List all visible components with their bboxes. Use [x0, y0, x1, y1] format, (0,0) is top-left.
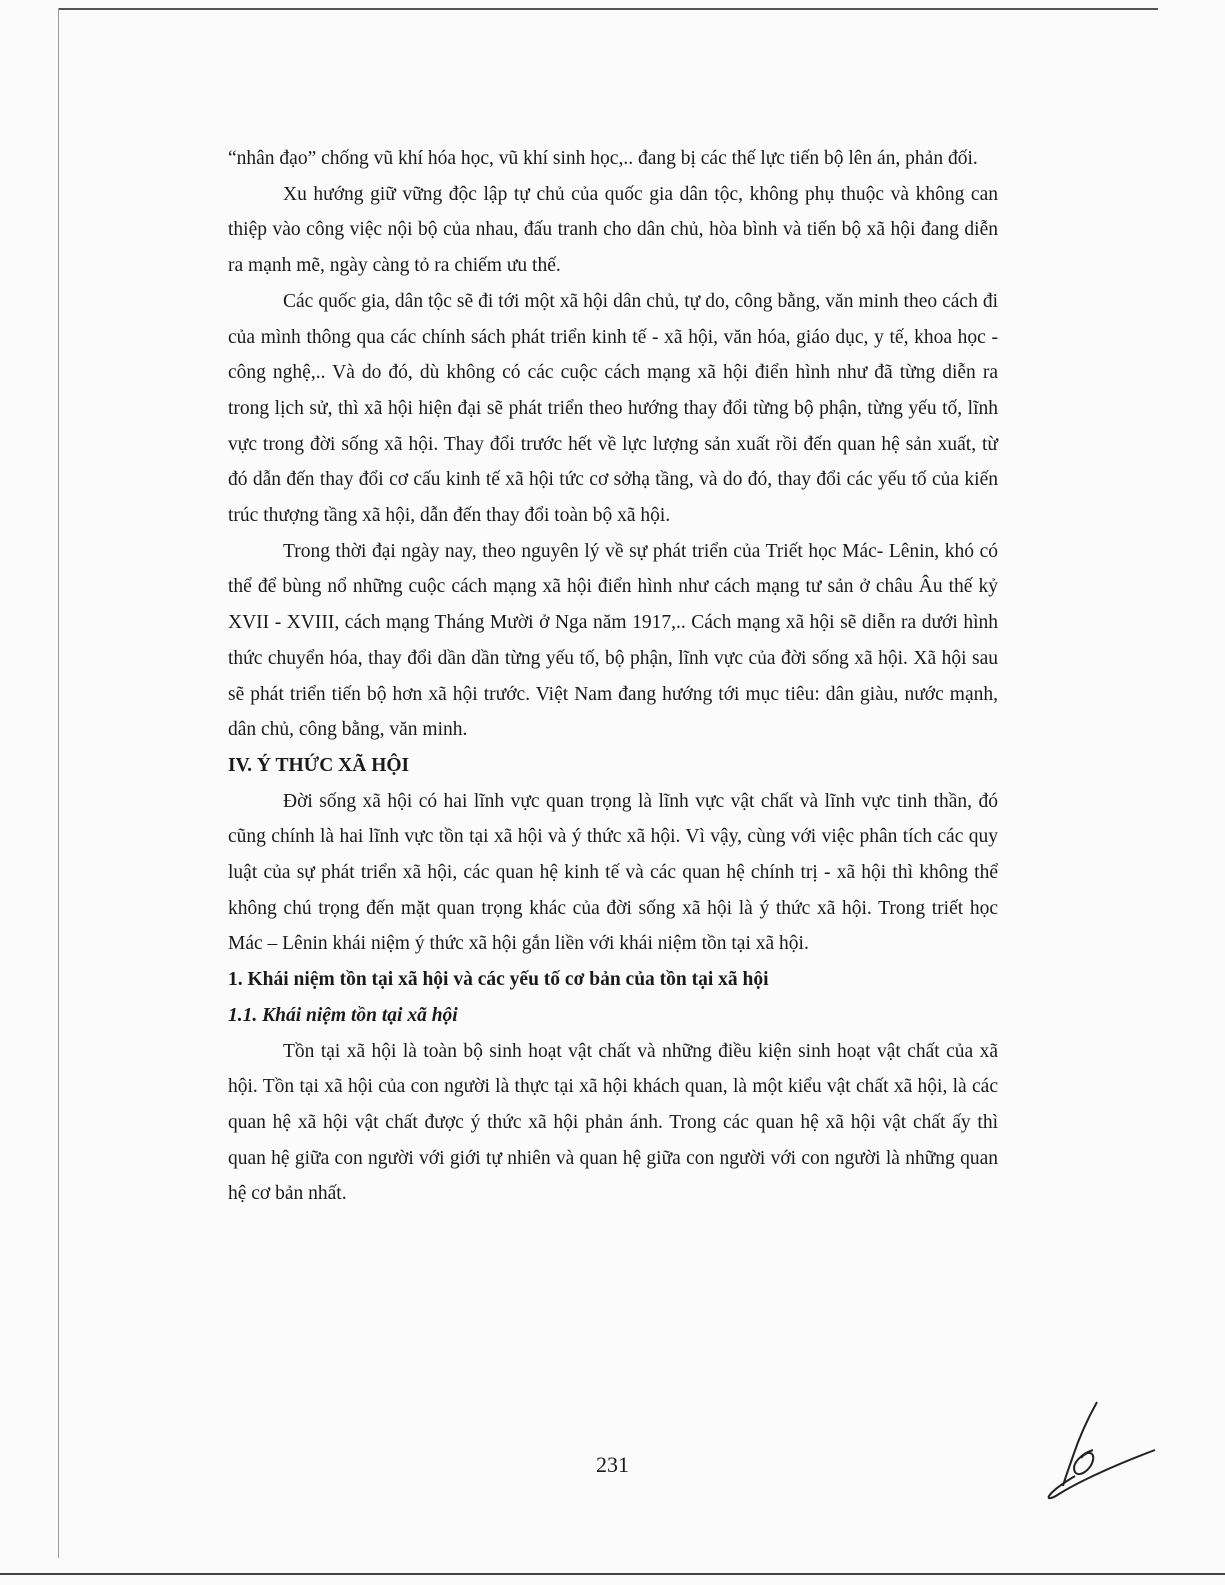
paragraph-6: Tồn tại xã hội là toàn bộ sinh hoạt vật chất và những điều kiện sinh hoạt vật chất của xã hội. Tồn tại xã hội của con người là thực tại xã hội khách quan, là một kiểu vật chất xã hội, là các quan hệ xã hội vật chất được ý thức xã hội phản ánh. Trong các quan hệ xã hội vật chất ấy thì quan hệ giữa con người với giới tự nhiên và quan hệ giữa con người với con người là những quan hệ cơ bản nhất.	[228, 1040, 998, 1205]
left-border-line	[58, 8, 59, 1558]
handwritten-signature-icon	[1035, 1398, 1165, 1508]
paragraph-4: Trong thời đại ngày nay, theo nguyên lý về sự phát triển của Triết học Mác- Lênin, khó có thể để bùng nổ những cuộc cách mạng xã hội điển hình như cách mạng tư sản ở châu Âu thế kỷ XVII - XVIII, cách mạng Tháng Mười ở Nga năm 1917,.. Cách mạng xã hội sẽ diễn ra dưới hình thức chuyển hóa, thay đổi dần dần từng yếu tố, bộ phận, lĩnh vực của đời sống xã hội. Xã hội sau sẽ phát triển tiến bộ hơn xã hội trước. Việt Nam đang hướng tới mục tiêu: dân giàu, nước mạnh, dân chủ, công bằng, văn minh.	[228, 540, 998, 741]
section-heading: IV. Ý THỨC XÃ HỘI	[228, 754, 410, 776]
paragraph-5: Đời sống xã hội có hai lĩnh vực quan trọng là lĩnh vực vật chất và lĩnh vực tinh thần, đó cũng chính là hai lĩnh vực tồn tại xã hội và ý thức xã hội. Vì vậy, cùng với việc phân tích các quy luật của sự phát triển xã hội, các quan hệ kinh tế và các quan hệ chính trị - xã hội thì không thể không chú trọng đến mặt quan trọng khác của đời sống xã hội là ý thức xã hội. Trong triết học Mác – Lênin khái niệm ý thức xã hội gắn liền với khái niệm tồn tại xã hội.	[228, 790, 998, 955]
bottom-border-line	[0, 1573, 1225, 1575]
subsubsection-heading: 1.1. Khái niệm tồn tại xã hội	[228, 1004, 458, 1026]
page-body	[228, 141, 998, 1212]
paragraph-3: Các quốc gia, dân tộc sẽ đi tới một xã hội dân chủ, tự do, công bằng, văn minh theo cách đi của mình thông qua các chính sách phát triển kinh tế - xã hội, văn hóa, giáo dục, y tế, khoa học - công nghệ,.. Và do đó, dù không có các cuộc cách mạng xã hội điển hình như đã từng diễn ra trong lịch sử, thì xã hội hiện đại sẽ phát triển theo hướng thay đổi từng bộ phận, từng yếu tố, lĩnh vực trong đời sống xã hội. Thay đổi trước hết về lực lượng sản xuất rồi đến quan hệ sản xuất, từ đó dẫn đến thay đổi cơ cấu kinh tế xã hội tức cơ sởhạ tầng, và do đó, thay đổi các yếu tố của kiến trúc thượng tầng xã hội, dẫn đến thay đổi toàn bộ xã hội.	[228, 290, 998, 527]
subsection-heading: 1. Khái niệm tồn tại xã hội và các yếu tố cơ bản của tồn tại xã hội	[228, 969, 769, 991]
top-border-line	[58, 8, 1158, 10]
paragraph-2: Xu hướng giữ vững độc lập tự chủ của quốc gia dân tộc, không phụ thuộc và không can thiệp vào công việc nội bộ của nhau, đấu tranh cho dân chủ, hòa bình và tiến bộ xã hội đang diễn ra mạnh mẽ, ngày càng tỏ ra chiếm ưu thế.	[228, 183, 998, 277]
page-number: 231	[596, 1452, 629, 1477]
paragraph-1: “nhân đạo” chống vũ khí hóa học, vũ khí sinh học,.. đang bị các thế lực tiến bộ lên án, phản đối.	[228, 148, 978, 169]
